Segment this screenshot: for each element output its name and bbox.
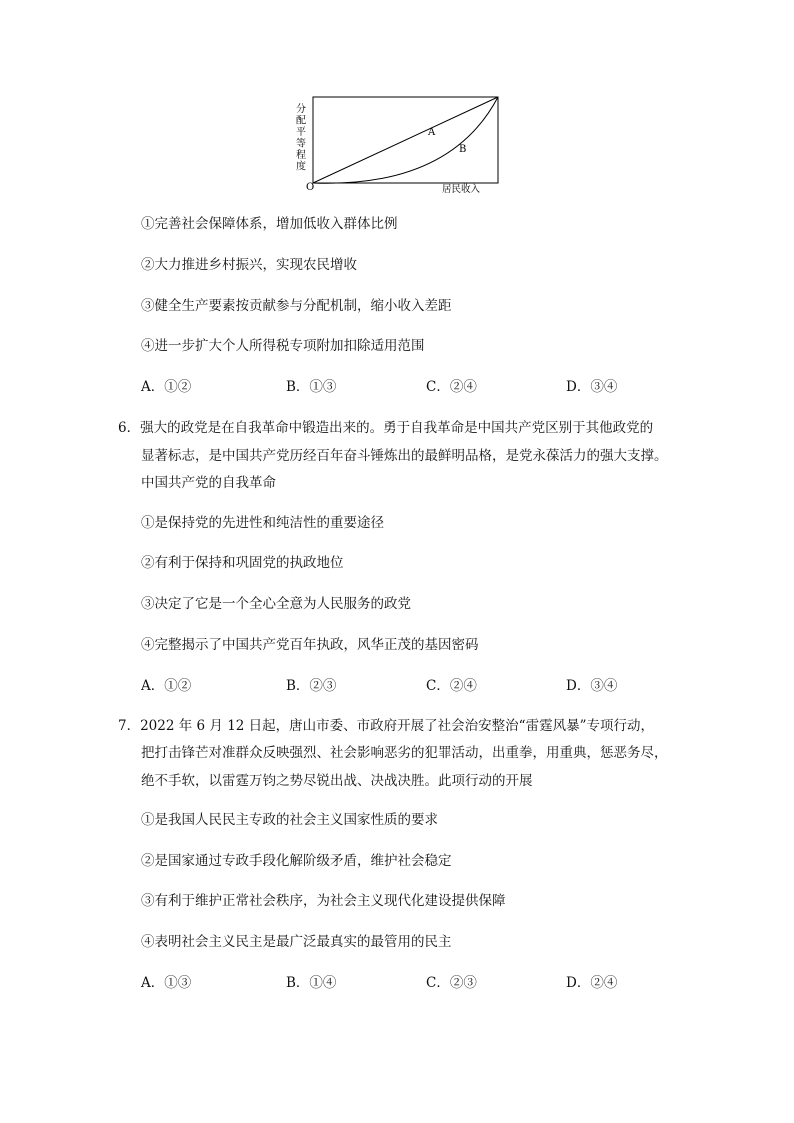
y-axis-label-char: 度 bbox=[296, 161, 306, 173]
q7-item-2: ②是国家通过专政手段化解阶级矛盾，维护社会稳定 bbox=[141, 853, 452, 869]
q7-option-c[interactable]: C．②③ bbox=[426, 975, 477, 991]
y-axis-label-char: 程 bbox=[296, 150, 306, 161]
curve-a-line bbox=[313, 97, 498, 183]
q5-option-b[interactable]: B．①③ bbox=[286, 379, 337, 395]
q5-item-4: ④进一步扩大个人所得税专项附加扣除适用范围 bbox=[141, 338, 425, 354]
y-axis-label-char: 等 bbox=[296, 138, 306, 150]
q7-option-a[interactable]: A．①③ bbox=[141, 975, 192, 991]
curve-b-label: B bbox=[459, 144, 467, 155]
q7-item-4: ④表明社会主义民主是最广泛最真实的最管用的民主 bbox=[141, 934, 452, 950]
y-axis-label-char: 分 bbox=[296, 104, 306, 115]
q7-item-3: ③有利于维护正常社会秩序，为社会主义现代化建设提供保障 bbox=[141, 893, 506, 909]
y-axis-label-char: 配 bbox=[296, 115, 306, 127]
q5-item-2: ②大力推进乡村振兴，实现农民增收 bbox=[141, 257, 357, 273]
q6-option-a[interactable]: A．①② bbox=[141, 678, 192, 694]
q6-item-3: ③决定了它是一个全心全意为人民服务的政党 bbox=[141, 596, 411, 612]
income-distribution-diagram bbox=[290, 92, 510, 204]
q6-stem-line-1: 6．强大的政党是在自我革命中锻造出来的。勇于自我革命是中国共产党区别于其他政党的 bbox=[118, 420, 654, 436]
q6-option-b[interactable]: B．②③ bbox=[286, 678, 337, 694]
income-distribution-figure bbox=[290, 92, 510, 204]
q6-item-2: ②有利于保持和巩固党的执政地位 bbox=[141, 555, 344, 571]
y-axis-label bbox=[296, 102, 306, 173]
q7-item-1: ①是我国人民民主专政的社会主义国家性质的要求 bbox=[141, 812, 438, 828]
y-axis-label-text bbox=[296, 102, 306, 173]
q6-option-c[interactable]: C．②④ bbox=[426, 678, 477, 694]
q7-option-d[interactable]: D．②④ bbox=[566, 975, 618, 991]
q6-stem-line-3: 中国共产党的自我革命 bbox=[141, 475, 276, 491]
q5-option-d[interactable]: D．③④ bbox=[566, 379, 618, 395]
q5-option-a[interactable]: A．①② bbox=[141, 379, 192, 395]
q6-option-d[interactable]: D．③④ bbox=[566, 678, 618, 694]
q6-stem-line-2: 显著标志，是中国共产党历经百年奋斗锤炼出的最鲜明品格，是党永葆活力的强大支撑。 bbox=[141, 448, 668, 464]
q5-item-1: ①完善社会保障体系，增加低收入群体比例 bbox=[141, 216, 398, 232]
q7-stem-line-1: 7．2022 年 6 月 12 日起，唐山市委、市政府开展了社会治安整治“雷霆风暴”专项行动， bbox=[118, 718, 654, 734]
x-axis-label: 居民收入 bbox=[442, 184, 481, 195]
origin-label: O bbox=[306, 182, 315, 193]
q5-item-3: ③健全生产要素按贡献参与分配机制，缩小收入差距 bbox=[141, 298, 452, 314]
q7-option-b[interactable]: B．①④ bbox=[286, 975, 337, 991]
curve-a-label: A bbox=[428, 127, 436, 138]
q6-item-4: ④完整揭示了中国共产党百年执政，风华正茂的基因密码 bbox=[141, 637, 479, 653]
q6-item-1: ①是保持党的先进性和纯洁性的重要途径 bbox=[141, 515, 384, 531]
q7-stem-line-2: 把打击锋芒对准群众反映强烈、社会影响恶劣的犯罪活动，出重拳，用重典，惩恶务尽， bbox=[141, 745, 668, 761]
y-axis-label-char: 平 bbox=[296, 127, 306, 138]
q7-stem-line-3: 绝不手软，以雷霆万钧之势尽锐出战、决战决胜。此项行动的开展 bbox=[141, 773, 533, 789]
q5-option-c[interactable]: C．②④ bbox=[426, 379, 477, 395]
